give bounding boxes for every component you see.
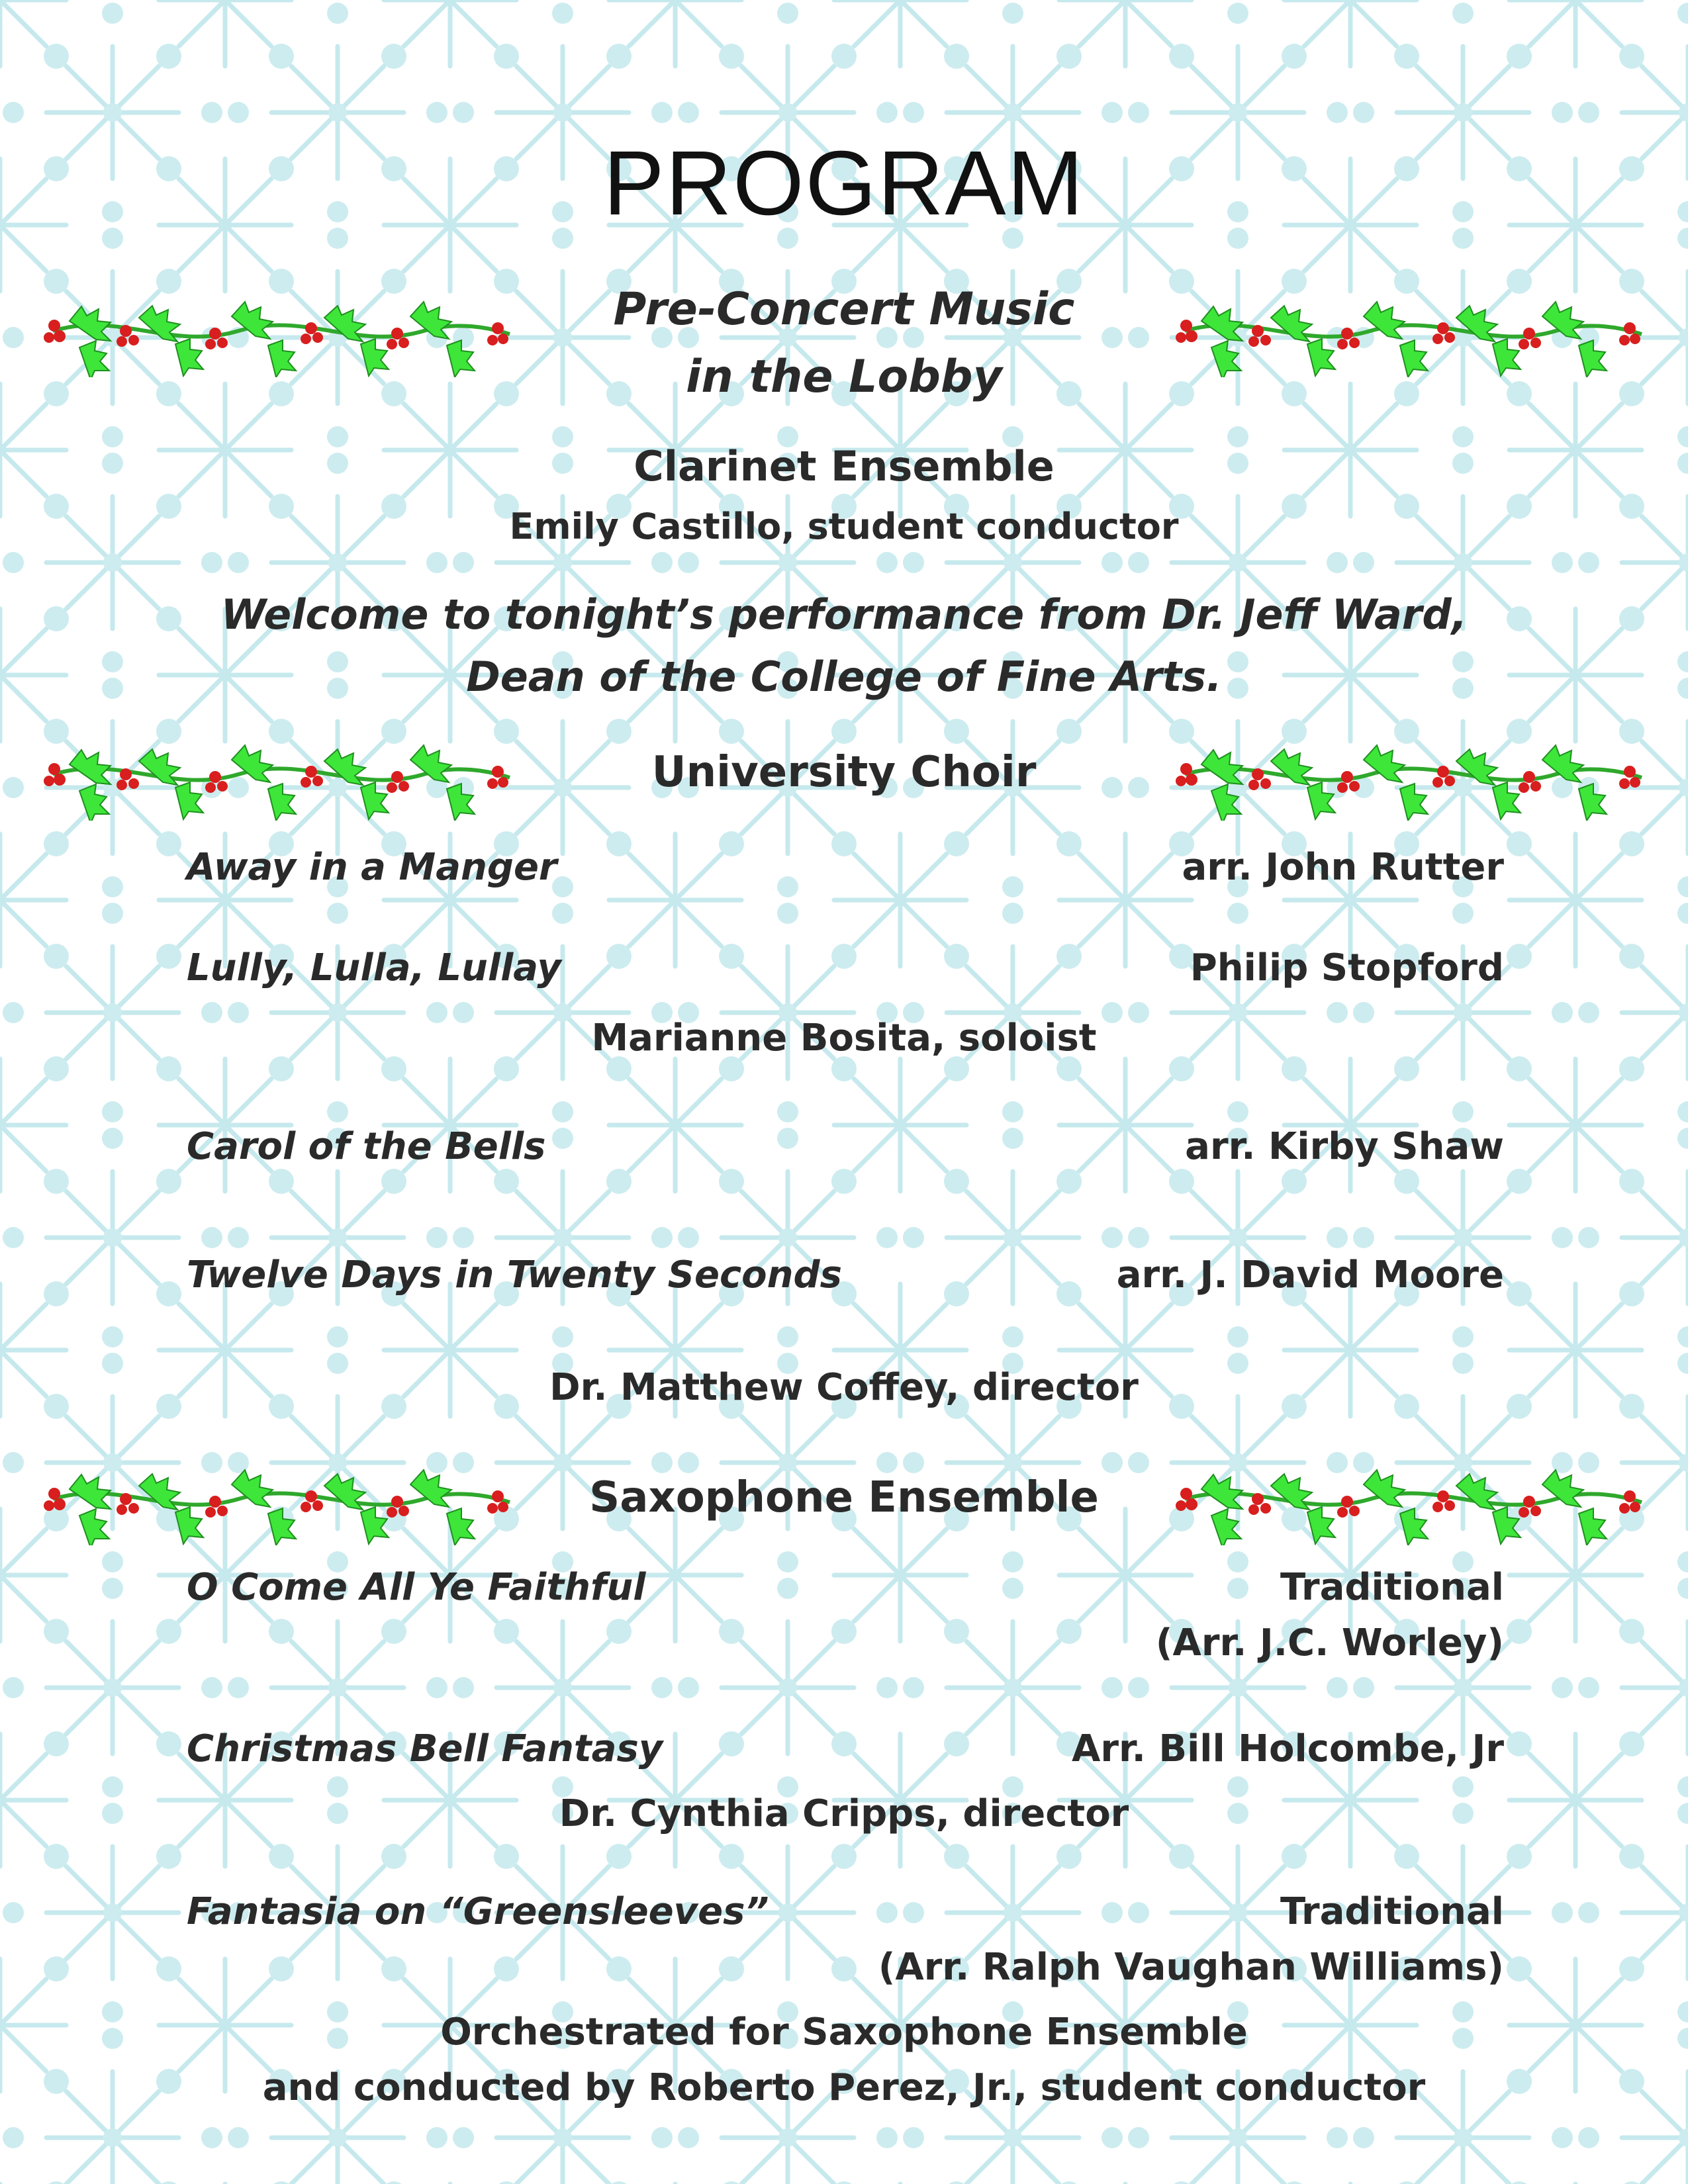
piece-composer: Arr. Bill Holcombe, Jr (1072, 1727, 1504, 1770)
pre-concert-heading: Pre-Concert Music (613, 283, 1075, 336)
choir-director: Dr. Matthew Coffey, director (549, 1366, 1139, 1409)
sax-note-line-1: Orchestrated for Saxophone Ensemble (440, 2011, 1248, 2054)
program-row (0, 1566, 1688, 1685)
piece-title: Twelve Days in Twenty Seconds (187, 1253, 842, 1297)
pre-concert-subheading: in the Lobby (686, 351, 1002, 403)
choir-heading: University Choir (651, 748, 1037, 797)
piece-composer: arr. Kirby Shaw (1185, 1125, 1504, 1168)
clarinet-ensemble-heading: Clarinet Ensemble (633, 442, 1055, 490)
piece-composer: arr. John Rutter (1182, 846, 1504, 889)
sax-heading: Saxophone Ensemble (589, 1473, 1099, 1522)
program-row (0, 1727, 1688, 1787)
piece-title: Christmas Bell Fantasy (187, 1727, 663, 1770)
piece-title: Fantasia on “Greensleeves” (187, 1890, 769, 1933)
piece-arranger: (Arr. J.C. Worley) (1155, 1621, 1504, 1664)
piece-title: Carol of the Bells (187, 1125, 546, 1168)
program-row (0, 946, 1688, 1006)
sax-note-line-2: and conducted by Roberto Perez, Jr., student conductor (262, 2066, 1426, 2109)
piece-composer: Traditional (1280, 1566, 1504, 1609)
piece-composer: Philip Stopford (1190, 946, 1504, 989)
page-title: PROGRAM (603, 132, 1085, 234)
sax-director: Dr. Cynthia Cripps, director (559, 1792, 1129, 1835)
program-row (0, 846, 1688, 905)
piece-title: Away in a Manger (187, 846, 557, 889)
program-row (0, 1890, 1688, 2009)
clarinet-conductor: Emily Castillo, student conductor (509, 506, 1179, 547)
piece-title: O Come All Ye Faithful (187, 1566, 646, 1609)
piece-composer: arr. J. David Moore (1116, 1253, 1504, 1297)
program-row (0, 1253, 1688, 1313)
welcome-line-1: Welcome to tonight’s performance from Dr. Jeff Ward, (220, 590, 1468, 639)
choir-soloist: Marianne Bosita, soloist (591, 1017, 1097, 1060)
welcome-line-2: Dean of the College of Fine Arts. (466, 653, 1222, 701)
piece-title: Lully, Lulla, Lullay (187, 946, 561, 989)
program-row (0, 1125, 1688, 1185)
piece-arranger: (Arr. Ralph Vaughan Williams) (878, 1946, 1504, 1989)
piece-composer: Traditional (1280, 1890, 1504, 1933)
